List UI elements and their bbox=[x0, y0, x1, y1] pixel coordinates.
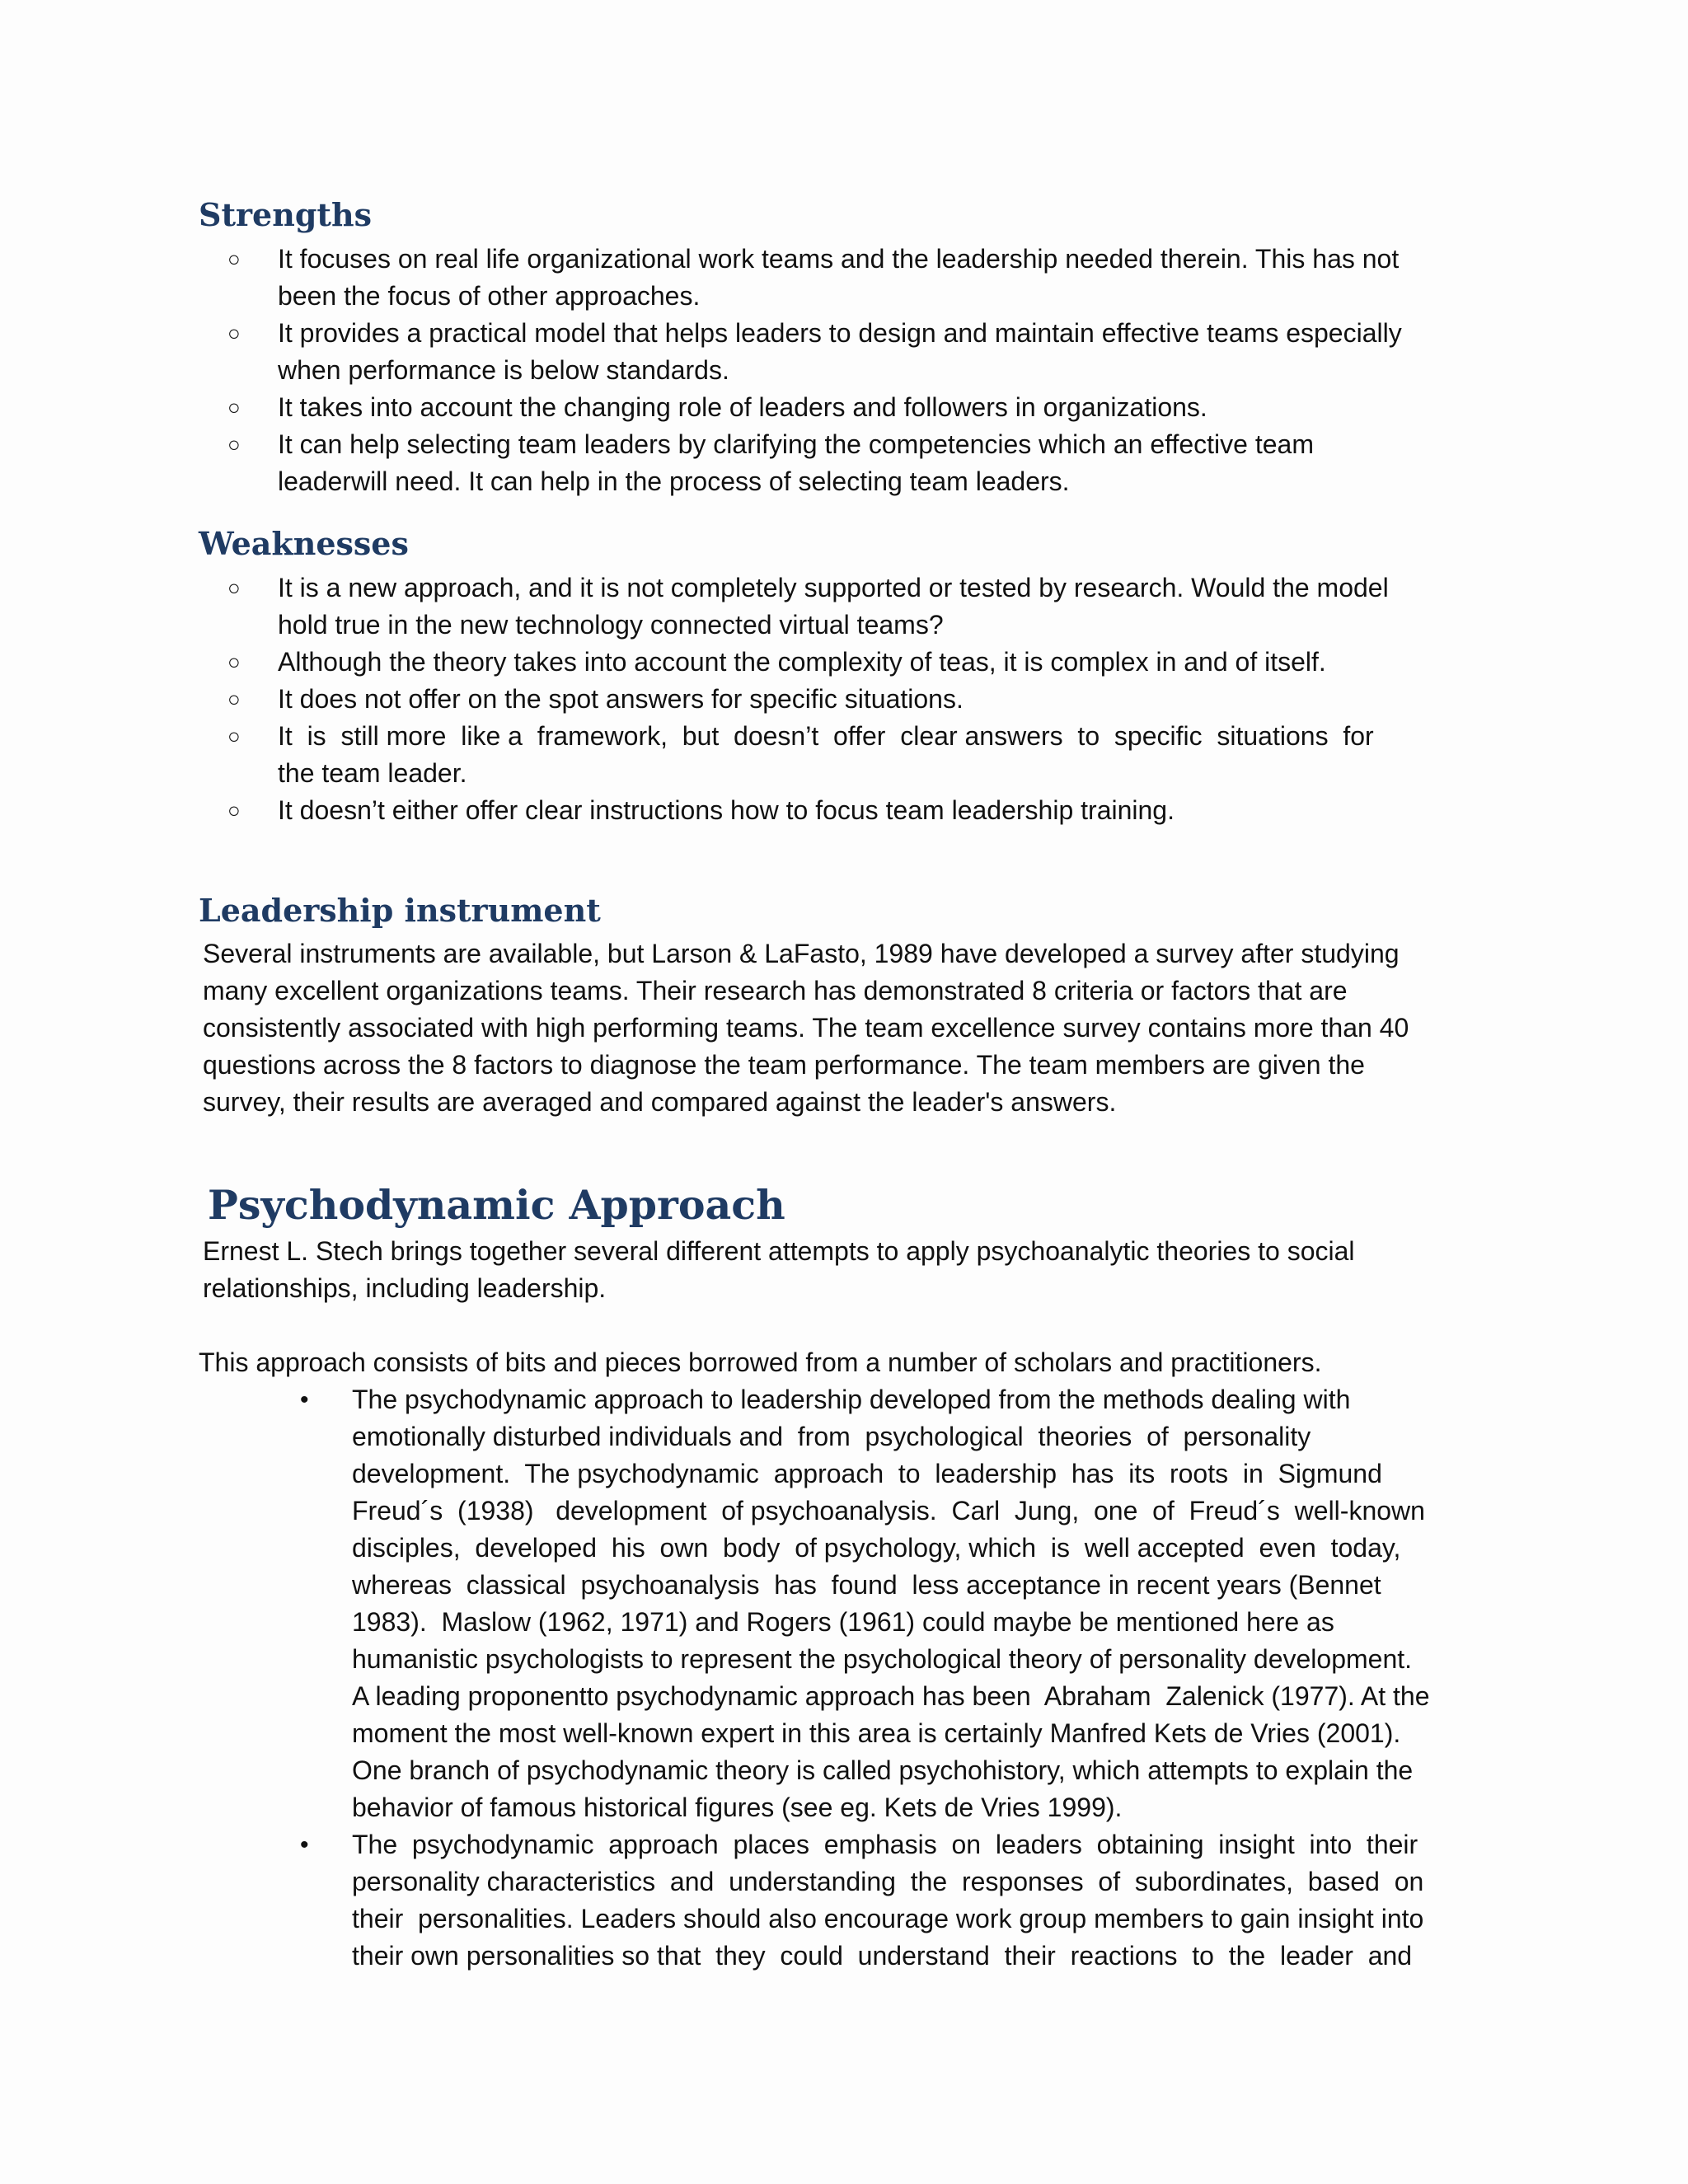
list-item: ○ It takes into account the changing role of leaders and followers in organizations. bbox=[0, 389, 1688, 426]
list-item: ○ It does not offer on the spot answers for specific situations. bbox=[0, 681, 1688, 718]
psychodynamic-intro-paragraph: Ernest L. Stech brings together several different attempts to apply psychoanalytic theories to social relationships, including leadership. bbox=[203, 1236, 1355, 1303]
circle-bullet-icon: ○ bbox=[227, 724, 241, 748]
list-item: ○ It focuses on real life organizational work teams and the leadership needed therein. This has not been the focus of other approaches. bbox=[0, 241, 1688, 315]
leadership-instrument-paragraph: Several instruments are available, but Larson & LaFasto, 1989 have developed a survey after studying many excellent organizations teams. Their research has demonstrated 8 criteria or factors that are consistently associated with high performing teams. The team excellence survey contains more than 40 questions across the 8 factors to diagnose the team performance. The team members are given the survey, their results are averaged and compared against the leader's answers. bbox=[203, 939, 1409, 1117]
circle-bullet-icon: ○ bbox=[227, 246, 241, 271]
psychodynamic-consists-paragraph: This approach consists of bits and pieces borrowed from a number of scholars and practitioners. bbox=[199, 1347, 1322, 1377]
list-item: ○ Although the theory takes into account the complexity of teas, it is complex in and of itself. bbox=[0, 644, 1688, 681]
weaknesses-heading: Weaknesses bbox=[199, 525, 409, 562]
leadership-instrument-heading: Leadership instrument bbox=[199, 892, 601, 929]
list-item: ○ It doesn’t either offer clear instructions how to focus team leadership training. bbox=[0, 792, 1688, 829]
circle-bullet-icon: ○ bbox=[227, 649, 241, 674]
list-item: • The psychodynamic approach to leadership developed from the methods dealing with emotionally disturbed individuals and from psychological theories of personality development. The psychodynamic approach to leadership has its roots in Sigmund Freud´s (1938) development of psychoanalysis. Carl Jung, one of Freud´s well-known disciples, developed his own body of psychology, which is well accepted even today, whereas classical psychoanalysis has found less acceptance in recent years (Bennet 1983). Maslow (1962, 1971) and Rogers (1961) could maybe be mentioned here as humanistic psychologists to represent the psychological theory of personality development. A leading proponentto psychodynamic approach has been Abraham Zalenick (1977). At the moment the most well-known expert in this area is certainly Manfred Kets de Vries (2001). One branch of psychodynamic theory is called psychohistory, which attempts to explain the behavior of famous historical figures (see eg. Kets de Vries 1999). bbox=[0, 1381, 1688, 1826]
weaknesses-list bbox=[0, 569, 1688, 829]
disc-bullet-icon: • bbox=[300, 1831, 309, 1858]
list-item: • The psychodynamic approach places emphasis on leaders obtaining insight into their personality characteristics and understanding the responses of subordinates, based on their personalities. Leaders should also encourage work group members to gain insight into their own personalities so that they could understand their reactions to the leader and bbox=[0, 1826, 1688, 1975]
circle-bullet-icon: ○ bbox=[227, 798, 241, 823]
psychodynamic-list bbox=[0, 1381, 1688, 1975]
strengths-heading: Strengths bbox=[199, 196, 372, 233]
list-item: ○ It provides a practical model that helps leaders to design and maintain effective teams especially when performance is below standards. bbox=[0, 315, 1688, 389]
circle-bullet-icon: ○ bbox=[227, 432, 241, 457]
disc-bullet-icon: • bbox=[300, 1386, 309, 1413]
strengths-list bbox=[0, 241, 1688, 500]
circle-bullet-icon: ○ bbox=[227, 321, 241, 345]
list-item: ○ It is a new approach, and it is not completely supported or tested by research. Would the model hold true in the new technology connected virtual teams? bbox=[0, 569, 1688, 644]
circle-bullet-icon: ○ bbox=[227, 575, 241, 600]
circle-bullet-icon: ○ bbox=[227, 687, 241, 711]
psychodynamic-heading: Psychodynamic Approach bbox=[208, 1181, 785, 1229]
circle-bullet-icon: ○ bbox=[227, 395, 241, 419]
list-item: ○ It is still more like a framework, but doesn’t offer clear answers to specific situations for the team leader. bbox=[0, 718, 1688, 792]
list-item: ○ It can help selecting team leaders by clarifying the competencies which an effective team leaderwill need. It can help in the process of selecting team leaders. bbox=[0, 426, 1688, 500]
